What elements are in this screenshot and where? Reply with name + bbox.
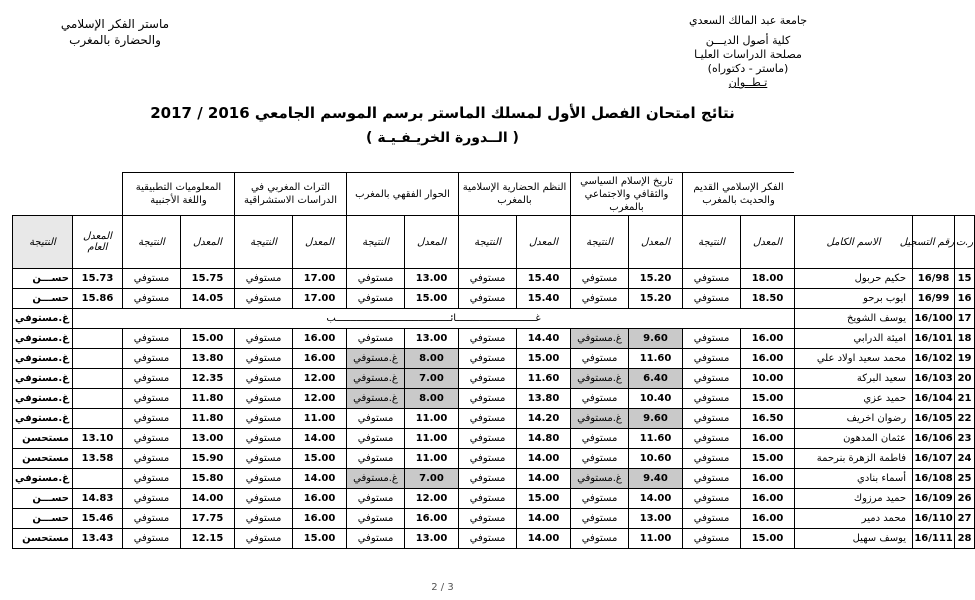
module-result: مستوفي bbox=[347, 329, 405, 349]
registration-number: 16/100 bbox=[913, 309, 955, 329]
table-row bbox=[13, 509, 975, 529]
module-average: 15.20 bbox=[629, 269, 683, 289]
module-average: 11.00 bbox=[629, 529, 683, 549]
module-result: مستوفي bbox=[123, 529, 181, 549]
module-result: مستوفي bbox=[459, 509, 517, 529]
student-name: أسماء بنادي bbox=[795, 469, 913, 489]
module-average: 11.80 bbox=[181, 409, 235, 429]
module-average: 14.00 bbox=[293, 429, 347, 449]
module-result: مستوفي bbox=[459, 269, 517, 289]
student-name: حميد عزي bbox=[795, 389, 913, 409]
row-number: 25 bbox=[955, 469, 975, 489]
module-result: مستوفي bbox=[347, 449, 405, 469]
col-header-result: النتيجة bbox=[123, 216, 181, 269]
overall-result: حســـن bbox=[13, 289, 73, 309]
registration-number: 16/102 bbox=[913, 349, 955, 369]
module-average: 15.00 bbox=[517, 349, 571, 369]
row-number: 15 bbox=[955, 269, 975, 289]
module-result: غ.مستوفي bbox=[347, 369, 405, 389]
university-header bbox=[633, 14, 863, 90]
module-result: مستوفي bbox=[459, 349, 517, 369]
module-result: مستوفي bbox=[459, 369, 517, 389]
col-header-result: النتيجة bbox=[571, 216, 629, 269]
module-average: 15.00 bbox=[293, 529, 347, 549]
module-average: 11.60 bbox=[629, 429, 683, 449]
overall-result: غ.مستوفي bbox=[13, 349, 73, 369]
overall-result: مستحسن bbox=[13, 429, 73, 449]
table-row bbox=[13, 469, 975, 489]
module-average: 18.00 bbox=[741, 269, 795, 289]
module-result: مستوفي bbox=[123, 349, 181, 369]
table-row bbox=[13, 309, 975, 329]
module-result: مستوفي bbox=[683, 429, 741, 449]
module-average: 16.00 bbox=[741, 509, 795, 529]
row-number: 16 bbox=[955, 289, 975, 309]
module-average: 16.00 bbox=[293, 329, 347, 349]
col-header-avg: المعدل bbox=[405, 216, 459, 269]
module-average: 15.20 bbox=[629, 289, 683, 309]
module-average: 12.35 bbox=[181, 369, 235, 389]
module-average: 15.00 bbox=[181, 329, 235, 349]
table-row bbox=[13, 429, 975, 449]
results-table bbox=[12, 172, 975, 549]
module-result: مستوفي bbox=[235, 489, 293, 509]
student-name: يوسف سهيل bbox=[795, 529, 913, 549]
student-name: عثمان المدهون bbox=[795, 429, 913, 449]
overall-average bbox=[73, 369, 123, 389]
module-result: مستوفي bbox=[571, 389, 629, 409]
module-result: مستوفي bbox=[683, 389, 741, 409]
module-average: 13.00 bbox=[181, 429, 235, 449]
header-line: (ماستر - دكتوراه) bbox=[707, 62, 789, 75]
row-number: 28 bbox=[955, 529, 975, 549]
module-average: 14.00 bbox=[181, 489, 235, 509]
overall-average: 15.46 bbox=[73, 509, 123, 529]
module-header: التراث المغربي في الدراسات الاستشراقية bbox=[235, 173, 347, 216]
module-result: مستوفي bbox=[571, 489, 629, 509]
module-average: 7.00 bbox=[405, 369, 459, 389]
module-header: الفكر الإسلامي القديم والحديث بالمغرب bbox=[683, 173, 795, 216]
module-result: مستوفي bbox=[235, 349, 293, 369]
module-average: 13.00 bbox=[405, 529, 459, 549]
module-average: 15.90 bbox=[181, 449, 235, 469]
table-row bbox=[13, 389, 975, 409]
module-average: 7.00 bbox=[405, 469, 459, 489]
table-row bbox=[13, 369, 975, 389]
module-result: مستوفي bbox=[571, 349, 629, 369]
overall-average bbox=[73, 349, 123, 369]
module-average: 14.00 bbox=[517, 529, 571, 549]
overall-result: غ.مستوفي bbox=[13, 469, 73, 489]
module-result: مستوفي bbox=[683, 329, 741, 349]
module-average: 15.40 bbox=[517, 269, 571, 289]
module-average: 16.00 bbox=[741, 469, 795, 489]
student-name: اميئة الدرابي bbox=[795, 329, 913, 349]
table-row bbox=[13, 349, 975, 369]
module-result: غ.مستوفي bbox=[571, 369, 629, 389]
module-average: 13.00 bbox=[629, 509, 683, 529]
student-name: فاطمة الزهرة بنرحمة bbox=[795, 449, 913, 469]
module-average: 15.00 bbox=[293, 449, 347, 469]
col-header-avg: المعدل bbox=[629, 216, 683, 269]
page-subtitle: ( الــدورة الخريـفـيـة ) bbox=[366, 130, 519, 146]
module-result: مستوفي bbox=[683, 369, 741, 389]
module-result: مستوفي bbox=[571, 509, 629, 529]
module-result: مستوفي bbox=[347, 429, 405, 449]
registration-number: 16/109 bbox=[913, 489, 955, 509]
module-result: غ.مستوفي bbox=[571, 469, 629, 489]
col-header-result: النتيجة bbox=[235, 216, 293, 269]
module-result: غ.مستوفي bbox=[347, 349, 405, 369]
module-average: 11.00 bbox=[405, 449, 459, 469]
module-average: 14.20 bbox=[517, 409, 571, 429]
module-average: 16.00 bbox=[405, 509, 459, 529]
module-result: مستوفي bbox=[347, 509, 405, 529]
row-number: 27 bbox=[955, 509, 975, 529]
col-header-avg: المعدل bbox=[517, 216, 571, 269]
absent-note: غـــــــــــــــــــــــــــائـــــــــــــــــــــــــــــــــــــــب bbox=[73, 309, 795, 329]
registration-number: 16/104 bbox=[913, 389, 955, 409]
overall-average bbox=[73, 329, 123, 349]
module-result: مستوفي bbox=[235, 389, 293, 409]
module-average: 11.80 bbox=[181, 389, 235, 409]
student-name: محمد دمير bbox=[795, 509, 913, 529]
module-average: 13.80 bbox=[517, 389, 571, 409]
module-average: 16.00 bbox=[293, 489, 347, 509]
module-result: مستوفي bbox=[683, 349, 741, 369]
overall-average bbox=[73, 409, 123, 429]
module-average: 16.00 bbox=[293, 349, 347, 369]
col-header-result: النتيجة bbox=[347, 216, 405, 269]
overall-result: حســـن bbox=[13, 489, 73, 509]
module-result: مستوفي bbox=[571, 449, 629, 469]
module-result: مستوفي bbox=[459, 409, 517, 429]
overall-result: حســـن bbox=[13, 509, 73, 529]
row-number: 26 bbox=[955, 489, 975, 509]
module-result: مستوفي bbox=[123, 389, 181, 409]
col-header-overall-result: النتيجة bbox=[13, 216, 73, 269]
table-row bbox=[13, 409, 975, 429]
row-number: 17 bbox=[955, 309, 975, 329]
module-average: 10.00 bbox=[741, 369, 795, 389]
module-average: 15.00 bbox=[741, 449, 795, 469]
module-result: مستوفي bbox=[347, 409, 405, 429]
module-average: 14.00 bbox=[517, 449, 571, 469]
overall-average: 14.83 bbox=[73, 489, 123, 509]
module-result: مستوفي bbox=[123, 469, 181, 489]
module-average: 13.00 bbox=[405, 269, 459, 289]
module-average: 10.40 bbox=[629, 389, 683, 409]
module-average: 16.50 bbox=[741, 409, 795, 429]
overall-average: 13.43 bbox=[73, 529, 123, 549]
module-result: مستوفي bbox=[235, 509, 293, 529]
module-result: مستوفي bbox=[459, 289, 517, 309]
col-header-avg: المعدل bbox=[181, 216, 235, 269]
module-result: مستوفي bbox=[235, 409, 293, 429]
module-average: 11.00 bbox=[293, 409, 347, 429]
header-line: ماستر الفكر الإسلامي bbox=[60, 17, 170, 31]
module-average: 14.00 bbox=[517, 509, 571, 529]
module-average: 10.60 bbox=[629, 449, 683, 469]
module-average: 11.60 bbox=[629, 349, 683, 369]
col-header-num: ر.ت bbox=[955, 216, 975, 269]
registration-number: 16/99 bbox=[913, 289, 955, 309]
module-result: غ.مستوفي bbox=[347, 389, 405, 409]
student-name: محمد سعيد اولاد علي bbox=[795, 349, 913, 369]
overall-result: غ.مستوفي bbox=[13, 389, 73, 409]
row-number: 21 bbox=[955, 389, 975, 409]
student-name: يوسف الشويخ bbox=[795, 309, 913, 329]
col-header-result: النتيجة bbox=[459, 216, 517, 269]
col-header-avg: المعدل bbox=[293, 216, 347, 269]
module-average: 9.60 bbox=[629, 329, 683, 349]
module-result: مستوفي bbox=[571, 289, 629, 309]
results-body bbox=[13, 269, 975, 549]
module-average: 14.00 bbox=[629, 489, 683, 509]
module-result: مستوفي bbox=[683, 409, 741, 429]
overall-result: مستحسن bbox=[13, 529, 73, 549]
module-average: 16.00 bbox=[741, 429, 795, 449]
module-average: 16.00 bbox=[741, 329, 795, 349]
row-number: 24 bbox=[955, 449, 975, 469]
student-name: حميد مرزوك bbox=[795, 489, 913, 509]
module-result: مستوفي bbox=[459, 489, 517, 509]
table-row bbox=[13, 489, 975, 509]
student-name: ايوب برحو bbox=[795, 289, 913, 309]
overall-average bbox=[73, 469, 123, 489]
module-result: مستوفي bbox=[235, 449, 293, 469]
module-result: مستوفي bbox=[683, 489, 741, 509]
module-result: مستوفي bbox=[123, 269, 181, 289]
header-line: كلية أصول الديـــن bbox=[705, 34, 791, 47]
registration-number: 16/98 bbox=[913, 269, 955, 289]
table-row bbox=[13, 529, 975, 549]
module-average: 13.80 bbox=[181, 349, 235, 369]
module-result: مستوفي bbox=[123, 509, 181, 529]
module-average: 12.15 bbox=[181, 529, 235, 549]
module-result: مستوفي bbox=[683, 529, 741, 549]
module-result: مستوفي bbox=[347, 529, 405, 549]
module-average: 14.80 bbox=[517, 429, 571, 449]
row-number: 19 bbox=[955, 349, 975, 369]
registration-number: 16/107 bbox=[913, 449, 955, 469]
module-result: مستوفي bbox=[683, 449, 741, 469]
module-average: 16.00 bbox=[741, 489, 795, 509]
header-line: مصلحة الدراسات العليـا bbox=[694, 48, 802, 61]
module-average: 11.00 bbox=[405, 409, 459, 429]
row-number: 18 bbox=[955, 329, 975, 349]
module-average: 17.00 bbox=[293, 289, 347, 309]
col-header-reg: رقم التسجيل bbox=[913, 216, 955, 269]
registration-number: 16/106 bbox=[913, 429, 955, 449]
module-header: تاريخ الإسلام السياسي والثقافي والاجتماعي بالمغرب bbox=[571, 173, 683, 216]
table-row bbox=[13, 329, 975, 349]
module-average: 15.00 bbox=[741, 529, 795, 549]
module-result: مستوفي bbox=[123, 449, 181, 469]
student-name: سعيد البركة bbox=[795, 369, 913, 389]
module-result: مستوفي bbox=[123, 429, 181, 449]
module-average: 15.75 bbox=[181, 269, 235, 289]
page-title: نتائج امتحان الفصل الأول لمسلك الماستر برسم الموسم الجامعي 2016 / 2017 bbox=[150, 104, 735, 122]
col-header-name: الاسم الكامل bbox=[795, 216, 913, 269]
module-average: 17.00 bbox=[293, 269, 347, 289]
module-average: 14.05 bbox=[181, 289, 235, 309]
registration-number: 16/108 bbox=[913, 469, 955, 489]
module-average: 12.00 bbox=[293, 369, 347, 389]
overall-average: 13.58 bbox=[73, 449, 123, 469]
module-average: 15.80 bbox=[181, 469, 235, 489]
module-result: مستوفي bbox=[683, 269, 741, 289]
module-result: مستوفي bbox=[683, 469, 741, 489]
registration-number: 16/103 bbox=[913, 369, 955, 389]
module-average: 9.60 bbox=[629, 409, 683, 429]
module-result: مستوفي bbox=[123, 489, 181, 509]
module-average: 9.40 bbox=[629, 469, 683, 489]
module-result: مستوفي bbox=[347, 289, 405, 309]
module-result: مستوفي bbox=[571, 269, 629, 289]
module-result: مستوفي bbox=[235, 429, 293, 449]
overall-average bbox=[73, 389, 123, 409]
overall-result: غ.مستوفي bbox=[13, 369, 73, 389]
module-result: مستوفي bbox=[459, 529, 517, 549]
header-line: جامعة عبد المالك السعدي bbox=[688, 14, 808, 27]
header-line: تـطــوان bbox=[728, 76, 768, 89]
master-program-header bbox=[30, 16, 200, 48]
module-result: مستوفي bbox=[459, 449, 517, 469]
module-average: 11.60 bbox=[517, 369, 571, 389]
row-number: 20 bbox=[955, 369, 975, 389]
overall-average: 15.73 bbox=[73, 269, 123, 289]
registration-number: 16/101 bbox=[913, 329, 955, 349]
module-average: 14.00 bbox=[293, 469, 347, 489]
module-header: النظم الحضارية الإسلامية بالمغرب bbox=[459, 173, 571, 216]
module-average: 8.00 bbox=[405, 349, 459, 369]
module-average: 14.40 bbox=[517, 329, 571, 349]
col-header-overall-avg: المعدل العام bbox=[73, 216, 123, 269]
module-result: مستوفي bbox=[235, 529, 293, 549]
overall-result: غ.مستوفي bbox=[13, 409, 73, 429]
module-result: مستوفي bbox=[123, 329, 181, 349]
overall-result: غ.مستوفي bbox=[13, 309, 73, 329]
module-average: 15.40 bbox=[517, 289, 571, 309]
module-result: مستوفي bbox=[235, 289, 293, 309]
overall-average: 15.86 bbox=[73, 289, 123, 309]
module-average: 17.75 bbox=[181, 509, 235, 529]
module-average: 6.40 bbox=[629, 369, 683, 389]
module-average: 16.00 bbox=[741, 349, 795, 369]
page-number: 2 / 3 bbox=[431, 582, 454, 593]
module-average: 15.00 bbox=[517, 489, 571, 509]
module-header: الحوار الفقهي بالمغرب bbox=[347, 173, 459, 216]
module-result: غ.مستوفي bbox=[347, 469, 405, 489]
module-result: مستوفي bbox=[459, 329, 517, 349]
module-average: 14.00 bbox=[517, 469, 571, 489]
module-average: 16.00 bbox=[293, 509, 347, 529]
overall-result: مستحسن bbox=[13, 449, 73, 469]
overall-result: حســـن bbox=[13, 269, 73, 289]
module-result: مستوفي bbox=[235, 469, 293, 489]
table-row bbox=[13, 269, 975, 289]
registration-number: 16/110 bbox=[913, 509, 955, 529]
module-result: مستوفي bbox=[459, 469, 517, 489]
module-average: 11.00 bbox=[405, 429, 459, 449]
module-average: 13.00 bbox=[405, 329, 459, 349]
module-result: مستوفي bbox=[235, 369, 293, 389]
module-result: مستوفي bbox=[347, 269, 405, 289]
row-number: 22 bbox=[955, 409, 975, 429]
module-result: مستوفي bbox=[571, 429, 629, 449]
registration-number: 16/105 bbox=[913, 409, 955, 429]
table-row bbox=[13, 449, 975, 469]
module-average: 15.00 bbox=[741, 389, 795, 409]
col-header-result: النتيجة bbox=[683, 216, 741, 269]
student-name: حكيم حربول bbox=[795, 269, 913, 289]
row-number: 23 bbox=[955, 429, 975, 449]
module-result: غ.مستوفي bbox=[571, 329, 629, 349]
module-result: مستوفي bbox=[235, 269, 293, 289]
module-result: مستوفي bbox=[347, 489, 405, 509]
col-header-avg: المعدل bbox=[741, 216, 795, 269]
overall-result: غ.مستوفي bbox=[13, 329, 73, 349]
module-average: 12.00 bbox=[405, 489, 459, 509]
overall-average: 13.10 bbox=[73, 429, 123, 449]
module-result: مستوفي bbox=[571, 529, 629, 549]
table-row bbox=[13, 289, 975, 309]
header-line: والحضارة بالمغرب bbox=[69, 33, 161, 47]
registration-number: 16/111 bbox=[913, 529, 955, 549]
module-result: مستوفي bbox=[683, 289, 741, 309]
module-result: مستوفي bbox=[123, 409, 181, 429]
module-header: المعلوميات التطبيقية واللغة الأجنبية bbox=[123, 173, 235, 216]
module-result: مستوفي bbox=[235, 329, 293, 349]
module-result: غ.مستوفي bbox=[571, 409, 629, 429]
module-result: مستوفي bbox=[123, 369, 181, 389]
module-average: 8.00 bbox=[405, 389, 459, 409]
module-result: مستوفي bbox=[459, 429, 517, 449]
module-average: 18.50 bbox=[741, 289, 795, 309]
module-result: مستوفي bbox=[123, 289, 181, 309]
module-result: مستوفي bbox=[459, 389, 517, 409]
student-name: رضوان اخريف bbox=[795, 409, 913, 429]
module-average: 15.00 bbox=[405, 289, 459, 309]
module-result: مستوفي bbox=[683, 509, 741, 529]
module-average: 12.00 bbox=[293, 389, 347, 409]
